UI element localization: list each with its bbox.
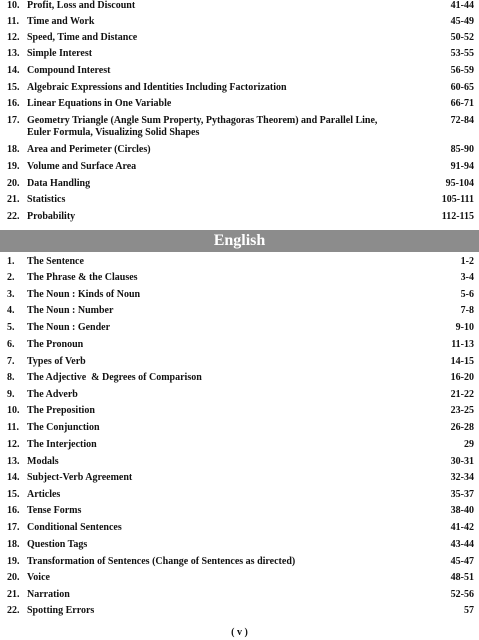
toc-pages: 5-6 bbox=[460, 289, 474, 300]
toc-pages: 21-22 bbox=[450, 389, 474, 400]
toc-number: 9. bbox=[7, 389, 15, 400]
toc-title: The Adverb bbox=[27, 389, 78, 400]
toc-pages: 95-104 bbox=[445, 178, 474, 189]
toc-pages: 3-4 bbox=[460, 272, 474, 283]
toc-title: Articles bbox=[27, 489, 61, 500]
toc-title: Modals bbox=[27, 456, 59, 467]
toc-title: Probability bbox=[27, 211, 76, 222]
toc-title: The Conjunction bbox=[27, 422, 100, 433]
toc-title: The Adjective & Degrees of Comparison bbox=[27, 372, 202, 383]
toc-number: 15. bbox=[7, 489, 20, 500]
toc-pages: 7-8 bbox=[460, 305, 474, 316]
toc-number: 22. bbox=[7, 605, 20, 616]
toc-number: 16. bbox=[7, 98, 20, 109]
toc-pages: 16-20 bbox=[450, 372, 474, 383]
toc-title: Linear Equations in One Variable bbox=[27, 98, 172, 109]
toc-title: Types of Verb bbox=[27, 356, 86, 367]
toc-number: 13. bbox=[7, 456, 20, 467]
toc-pages: 50-52 bbox=[450, 32, 474, 43]
toc-number: 5. bbox=[7, 322, 15, 333]
page-number: ( v ) bbox=[231, 627, 248, 638]
toc-number: 20. bbox=[7, 178, 20, 189]
toc-pages: 112-115 bbox=[441, 211, 474, 222]
toc-number: 16. bbox=[7, 505, 20, 516]
toc-title: Time and Work bbox=[27, 16, 95, 27]
toc-title: The Phrase & the Clauses bbox=[27, 272, 138, 283]
toc-number: 13. bbox=[7, 48, 20, 59]
toc-pages: 14-15 bbox=[450, 356, 474, 367]
toc-title: The Pronoun bbox=[27, 339, 84, 350]
toc-title: Volume and Surface Area bbox=[27, 161, 137, 172]
toc-pages: 85-90 bbox=[450, 144, 474, 155]
toc-number: 7. bbox=[7, 356, 15, 367]
toc-pages: 9-10 bbox=[455, 322, 474, 333]
toc-pages: 38-40 bbox=[450, 505, 474, 516]
toc-pages: 66-71 bbox=[450, 98, 474, 109]
toc-pages: 23-25 bbox=[450, 405, 474, 416]
toc-pages: 41-42 bbox=[450, 522, 474, 533]
toc-title: Area and Perimeter (Circles) bbox=[27, 144, 151, 155]
toc-title: The Interjection bbox=[27, 439, 97, 450]
toc-title: The Sentence bbox=[27, 256, 84, 267]
toc-pages: 48-51 bbox=[450, 572, 474, 583]
toc-pages: 30-31 bbox=[450, 456, 474, 467]
toc-number: 21. bbox=[7, 194, 20, 205]
toc-number: 2. bbox=[7, 272, 15, 283]
toc-pages: 52-56 bbox=[450, 589, 474, 600]
toc-pages: 91-94 bbox=[450, 161, 474, 172]
toc-number: 8. bbox=[7, 372, 15, 383]
toc-title: Algebraic Expressions and Identities Including Factorization bbox=[27, 82, 287, 93]
toc-title: Question Tags bbox=[27, 539, 88, 550]
toc-pages: 11-13 bbox=[451, 339, 474, 350]
section-heading-english: English bbox=[213, 232, 266, 249]
toc-title: Transformation of Sentences (Change of Sentences as directed) bbox=[27, 556, 296, 567]
toc-title: Speed, Time and Distance bbox=[27, 32, 138, 43]
toc-pages: 32-34 bbox=[450, 472, 474, 483]
toc-pages: 35-37 bbox=[450, 489, 474, 500]
toc-number: 12. bbox=[7, 439, 20, 450]
toc-number: 11. bbox=[7, 16, 19, 27]
toc-number: 22. bbox=[7, 211, 20, 222]
toc-pages: 45-47 bbox=[450, 556, 474, 567]
toc-pages: 45-49 bbox=[450, 16, 474, 27]
toc-number: 17. bbox=[7, 522, 20, 533]
toc-pages: 53-55 bbox=[450, 48, 474, 59]
toc-number: 14. bbox=[7, 472, 20, 483]
toc-number: 10. bbox=[7, 405, 20, 416]
toc-pages: 105-111 bbox=[441, 194, 474, 205]
toc-pages: 56-59 bbox=[450, 65, 474, 76]
toc-title: Simple Interest bbox=[27, 48, 93, 59]
toc-title: Voice bbox=[27, 572, 50, 583]
toc-number: 1. bbox=[7, 256, 15, 267]
toc-pages: 26-28 bbox=[450, 422, 474, 433]
toc-number: 3. bbox=[7, 289, 15, 300]
toc-number: 18. bbox=[7, 144, 20, 155]
toc-number: 11. bbox=[7, 422, 19, 433]
toc-number: 21. bbox=[7, 589, 20, 600]
toc-number: 6. bbox=[7, 339, 15, 350]
toc-pages: 43-44 bbox=[450, 539, 474, 550]
toc-title: The Noun : Number bbox=[27, 305, 114, 316]
toc-title: Narration bbox=[27, 589, 70, 600]
section-heading-bar bbox=[0, 230, 479, 252]
toc-title: The Preposition bbox=[27, 405, 95, 416]
toc-title: Conditional Sentences bbox=[27, 522, 122, 533]
toc-number: 10. bbox=[7, 0, 20, 11]
toc-title: Compound Interest bbox=[27, 65, 111, 76]
toc-title: Data Handling bbox=[27, 178, 91, 189]
toc-number: 19. bbox=[7, 556, 20, 567]
toc-title: Profit, Loss and Discount bbox=[27, 0, 136, 11]
toc-number: 19. bbox=[7, 161, 20, 172]
toc-title: Spotting Errors bbox=[27, 605, 95, 616]
toc-pages: 72-84 bbox=[450, 115, 474, 126]
toc-pages: 60-65 bbox=[450, 82, 474, 93]
toc-pages: 41-44 bbox=[450, 0, 474, 11]
toc-title: Tense Forms bbox=[27, 505, 82, 516]
toc-pages: 1-2 bbox=[460, 256, 474, 267]
toc-title: The Noun : Kinds of Noun bbox=[27, 289, 141, 300]
toc-title: Geometry Triangle (Angle Sum Property, Pythagoras Theorem) and Parallel Line, Euler Formula, Visualizing Solid Shapes bbox=[27, 115, 378, 138]
toc-title: Subject-Verb Agreement bbox=[27, 472, 133, 483]
toc-title: The Noun : Gender bbox=[27, 322, 111, 333]
toc-number: 12. bbox=[7, 32, 20, 43]
toc-number: 18. bbox=[7, 539, 20, 550]
toc-pages: 57 bbox=[464, 605, 474, 616]
toc-number: 20. bbox=[7, 572, 20, 583]
toc-title: Statistics bbox=[27, 194, 66, 205]
toc-pages: 29 bbox=[464, 439, 474, 450]
toc-number: 4. bbox=[7, 305, 15, 316]
toc-number: 17. bbox=[7, 115, 20, 126]
toc-number: 15. bbox=[7, 82, 20, 93]
toc-number: 14. bbox=[7, 65, 20, 76]
